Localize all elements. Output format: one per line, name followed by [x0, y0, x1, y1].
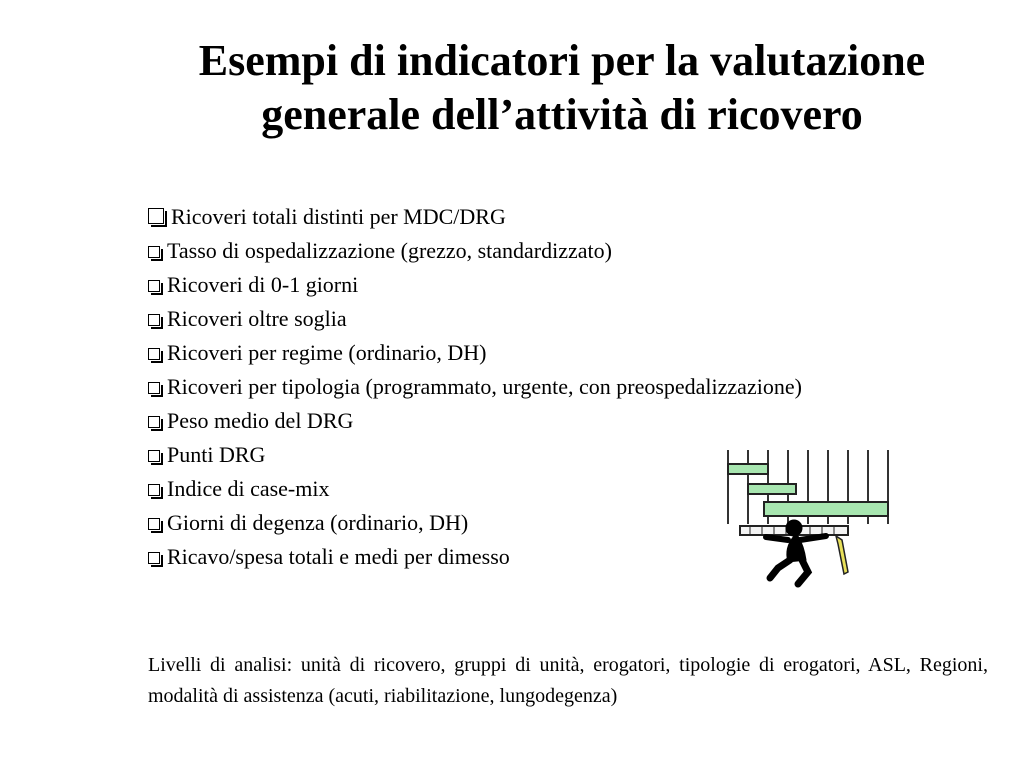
checkbox-bullet-icon — [148, 208, 164, 224]
list-item: Giorni di degenza (ordinario, DH) — [148, 506, 988, 540]
checkbox-bullet-icon — [148, 246, 160, 258]
title-line-2: generale dell’attività di ricovero — [261, 90, 863, 139]
list-item: Ricoveri oltre soglia — [148, 302, 988, 336]
checkbox-bullet-icon — [148, 416, 160, 428]
gantt-figure-clipart — [718, 444, 898, 594]
slide-title — [100, 34, 1024, 142]
checkbox-bullet-icon — [148, 382, 160, 394]
list-item: Ricoveri di 0-1 giorni — [148, 268, 988, 302]
gantt-bar — [728, 464, 768, 474]
list-item: Ricoveri per tipologia (programmato, urgente, con preospedalizzazione) — [148, 370, 988, 404]
title-line-1: Esempi di indicatori per la valutazione — [198, 36, 926, 85]
checkbox-bullet-icon — [148, 552, 160, 564]
tie-icon — [836, 536, 848, 574]
list-item: Indice di case-mix — [148, 472, 988, 506]
analysis-levels-text: Livelli di analisi: unità di ricovero, gruppi di unità, erogatori, tipologie di erogatori, ASL, Regioni, modalità di assistenza (acuti, riabilitazione, lungodegenza) — [148, 654, 988, 707]
checkbox-bullet-icon — [148, 348, 160, 360]
checkbox-bullet-icon — [148, 484, 160, 496]
gantt-bar — [764, 502, 888, 516]
list-item: Punti DRG — [148, 438, 988, 472]
list-item: Ricavo/spesa totali e medi per dimesso — [148, 540, 988, 574]
checkbox-bullet-icon — [148, 314, 160, 326]
list-item: Peso medio del DRG — [148, 404, 988, 438]
checkbox-bullet-icon — [148, 280, 160, 292]
checkbox-bullet-icon — [148, 518, 160, 530]
checkbox-bullet-icon — [148, 450, 160, 462]
gantt-bar — [748, 484, 796, 494]
list-item: Ricoveri totali distinti per MDC/DRG — [148, 200, 988, 234]
list-item: Tasso di ospedalizzazione (grezzo, standardizzato) — [148, 234, 988, 268]
list-item: Ricoveri per regime (ordinario, DH) — [148, 336, 988, 370]
